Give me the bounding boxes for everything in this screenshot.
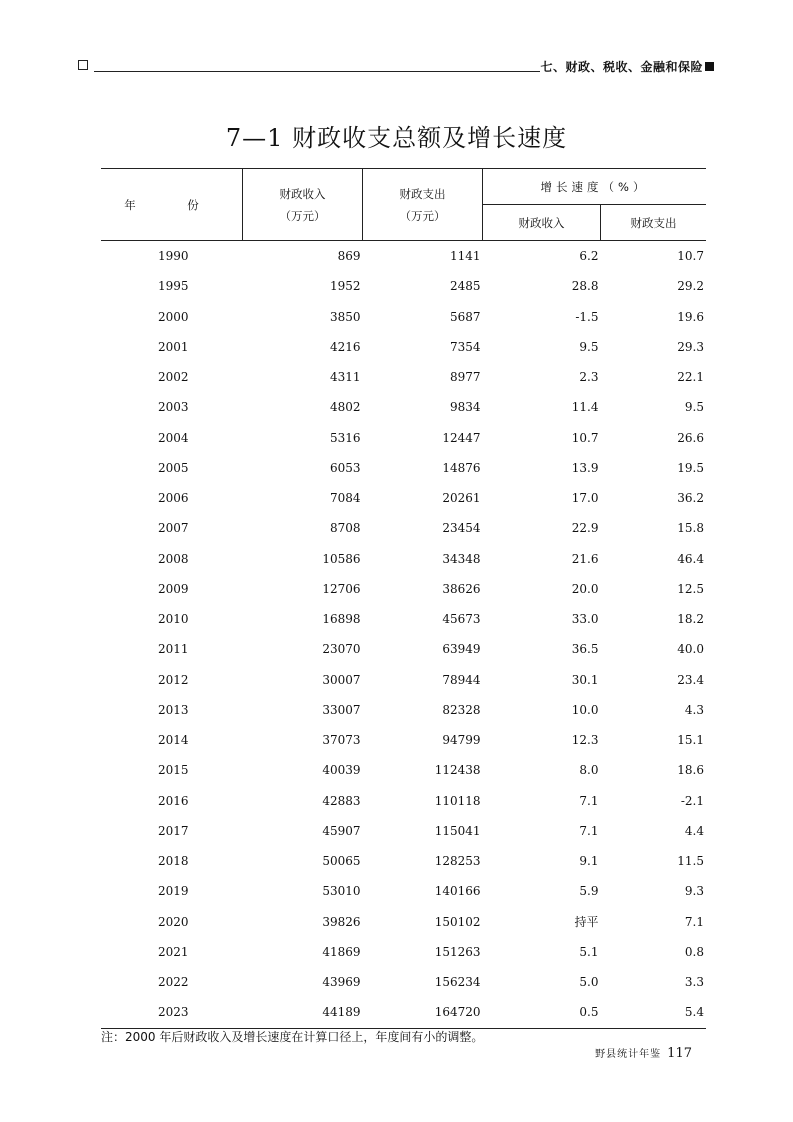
cell-growth-expenditure: 9.5 (684, 400, 704, 415)
table-row (101, 544, 706, 574)
header-rule (94, 71, 540, 72)
cell-year: 2009 (158, 581, 189, 596)
header-expenditure-label: 财政支出 (399, 186, 446, 201)
cell-expenditure: 78944 (442, 672, 481, 687)
cell-growth-expenditure: 15.1 (677, 733, 704, 748)
cell-revenue: 42883 (322, 793, 361, 808)
cell-year: 2003 (158, 400, 189, 415)
table-row (101, 997, 706, 1028)
header-growth-revenue: 财政收入 (483, 205, 601, 241)
table-row (101, 907, 706, 937)
cell-year: 2020 (158, 914, 189, 929)
table-row (101, 332, 706, 362)
cell-growth-expenditure: 36.2 (677, 491, 704, 506)
header-revenue-label: 财政收入 (279, 186, 326, 201)
cell-growth-revenue: 21.6 (571, 551, 599, 566)
cell-growth-revenue: 10.7 (571, 430, 599, 445)
cell-year: 2023 (101, 997, 243, 1028)
table-row (101, 604, 706, 634)
cell-growth-expenditure: 29.2 (677, 279, 704, 294)
cell-growth-revenue: 9.1 (579, 854, 599, 869)
table-row (101, 937, 706, 967)
cell-revenue: 10586 (322, 551, 361, 566)
cell-year: 2007 (158, 521, 189, 536)
cell-growth-expenditure: -2.1 (680, 793, 704, 808)
header-box-icon (78, 60, 88, 70)
cell-expenditure: 112438 (434, 763, 481, 778)
cell-revenue: 40039 (322, 763, 361, 778)
cell-expenditure: 156234 (434, 975, 481, 990)
cell-growth-revenue: 7.1 (579, 823, 599, 838)
cell-expenditure: 94799 (442, 733, 481, 748)
cell-growth-revenue: 5.9 (579, 884, 599, 899)
header-growth-expenditure: 财政支出 (601, 205, 707, 241)
cell-year: 2022 (158, 975, 189, 990)
cell-expenditure: 82328 (442, 702, 481, 717)
cell-year: 2015 (158, 763, 189, 778)
cell-growth-revenue: 33.0 (571, 612, 599, 627)
header-growth: 增长速度（%） (483, 169, 707, 205)
page-footer (595, 1042, 692, 1061)
cell-revenue: 16898 (322, 612, 361, 627)
cell-expenditure: 20261 (442, 491, 481, 506)
cell-growth-revenue: 5.0 (579, 975, 599, 990)
cell-year: 1990 (158, 249, 189, 264)
cell-growth-expenditure: 40.0 (677, 642, 704, 657)
table-row (101, 362, 706, 392)
cell-growth-expenditure: 9.3 (684, 884, 704, 899)
cell-growth-expenditure: 12.5 (677, 581, 704, 596)
table-row (101, 695, 706, 725)
cell-revenue: 4216 (329, 339, 361, 354)
cell-expenditure: 12447 (442, 430, 481, 445)
cell-growth-expenditure: 18.6 (677, 763, 704, 778)
table-body (101, 241, 706, 1029)
cell-expenditure: 45673 (442, 612, 481, 627)
table-row (101, 816, 706, 846)
cell-revenue: 8708 (329, 521, 361, 536)
cell-year: 2018 (158, 854, 189, 869)
cell-growth-revenue: 22.9 (571, 521, 599, 536)
cell-growth-revenue: 17.0 (571, 491, 599, 506)
cell-revenue: 5316 (329, 430, 361, 445)
table-row (101, 513, 706, 543)
cell-growth-expenditure: 22.1 (677, 370, 704, 385)
cell-year: 2017 (158, 823, 189, 838)
cell-revenue: 50065 (322, 854, 361, 869)
cell-expenditure: 115041 (434, 823, 481, 838)
cell-expenditure: 140166 (434, 884, 481, 899)
cell-growth-revenue: 6.2 (579, 249, 599, 264)
cell-revenue: 3850 (329, 309, 361, 324)
cell-revenue: 12706 (322, 581, 361, 596)
cell-growth-expenditure: 29.3 (677, 339, 704, 354)
cell-year: 2010 (158, 612, 189, 627)
cell-growth-expenditure: 11.5 (677, 854, 704, 869)
cell-year: 2001 (158, 339, 189, 354)
cell-growth-expenditure: 19.5 (677, 460, 704, 475)
cell-expenditure: 14876 (442, 460, 481, 475)
cell-expenditure: 151263 (434, 944, 481, 959)
cell-growth-expenditure: 5.4 (601, 997, 707, 1028)
cell-revenue: 1952 (329, 279, 361, 294)
cell-growth-expenditure: 4.4 (684, 823, 704, 838)
fiscal-table (101, 168, 706, 1029)
cell-expenditure: 1141 (449, 249, 481, 264)
cell-year: 2008 (158, 551, 189, 566)
cell-revenue: 43969 (322, 975, 361, 990)
cell-revenue: 6053 (329, 460, 361, 475)
table-row (101, 423, 706, 453)
table-row (101, 876, 706, 906)
cell-growth-revenue: 12.3 (571, 733, 599, 748)
header-expenditure (363, 169, 483, 241)
cell-revenue: 39826 (322, 914, 361, 929)
table-row (101, 302, 706, 332)
cell-expenditure: 9834 (449, 400, 481, 415)
cell-revenue: 53010 (322, 884, 361, 899)
header-revenue (243, 169, 363, 241)
cell-growth-revenue: 36.5 (571, 642, 599, 657)
cell-year: 2000 (158, 309, 189, 324)
cell-growth-expenditure: 26.6 (677, 430, 704, 445)
table-row (101, 967, 706, 997)
cell-expenditure: 7354 (449, 339, 481, 354)
cell-year: 2014 (158, 733, 189, 748)
cell-expenditure: 2485 (449, 279, 481, 294)
cell-year: 2004 (158, 430, 189, 445)
table-row (101, 453, 706, 483)
table-row (101, 665, 706, 695)
cell-growth-expenditure: 46.4 (677, 551, 704, 566)
table-row (101, 846, 706, 876)
cell-growth-expenditure: 23.4 (677, 672, 704, 687)
cell-revenue: 23070 (322, 642, 361, 657)
square-icon (705, 62, 714, 71)
page-header (78, 58, 714, 74)
cell-growth-revenue: 10.0 (571, 702, 599, 717)
cell-growth-expenditure: 0.8 (684, 944, 704, 959)
cell-expenditure: 5687 (449, 309, 481, 324)
cell-expenditure: 150102 (434, 914, 481, 929)
cell-expenditure: 110118 (434, 793, 481, 808)
cell-growth-revenue: 持平 (574, 915, 599, 930)
table-row (101, 392, 706, 422)
cell-expenditure: 38626 (442, 581, 481, 596)
cell-year: 2012 (158, 672, 189, 687)
table-note: 注：2000 年后财政收入及增长速度在计算口径上，年度间有小的调整。 (101, 1030, 484, 1044)
cell-year: 2005 (158, 460, 189, 475)
cell-revenue: 41869 (322, 944, 361, 959)
cell-growth-revenue: -1.5 (575, 309, 599, 324)
table-title: 7—1 财政收支总额及增长速度 (225, 124, 568, 152)
table-row (101, 483, 706, 513)
cell-revenue: 4311 (329, 370, 361, 385)
cell-year: 2016 (158, 793, 189, 808)
cell-growth-revenue: 20.0 (571, 581, 599, 596)
yearbook-name: 野县统计年鉴 (595, 1049, 662, 1060)
table-row (101, 574, 706, 604)
cell-growth-revenue: 2.3 (579, 370, 599, 385)
cell-growth-expenditure: 3.3 (684, 975, 704, 990)
cell-revenue: 7084 (329, 491, 361, 506)
header-expenditure-unit: （万元） (399, 208, 446, 223)
cell-growth-expenditure: 10.7 (677, 249, 704, 264)
cell-revenue: 45907 (322, 823, 361, 838)
cell-growth-revenue: 0.5 (483, 997, 601, 1028)
table-row (101, 755, 706, 785)
cell-revenue: 4802 (329, 400, 361, 415)
cell-growth-expenditure: 19.6 (677, 309, 704, 324)
cell-growth-revenue: 13.9 (571, 460, 599, 475)
cell-growth-expenditure: 7.1 (684, 914, 704, 929)
header-year: 年 份 (101, 169, 243, 241)
cell-year: 2019 (158, 884, 189, 899)
cell-revenue: 33007 (322, 702, 361, 717)
cell-expenditure: 8977 (449, 370, 481, 385)
cell-growth-revenue: 5.1 (579, 944, 599, 959)
cell-year: 2002 (158, 370, 189, 385)
cell-year: 1995 (158, 279, 189, 294)
cell-expenditure: 128253 (434, 854, 481, 869)
header-revenue-unit: （万元） (279, 208, 326, 223)
cell-revenue: 44189 (243, 997, 363, 1028)
cell-revenue: 30007 (322, 672, 361, 687)
cell-year: 2021 (158, 944, 189, 959)
cell-expenditure: 34348 (442, 551, 481, 566)
cell-growth-revenue: 8.0 (579, 763, 599, 778)
cell-growth-revenue: 7.1 (579, 793, 599, 808)
table-row (101, 241, 706, 272)
page-number: 117 (667, 1046, 692, 1061)
table-row (101, 725, 706, 755)
table-row (101, 634, 706, 664)
cell-expenditure: 63949 (442, 642, 481, 657)
cell-growth-expenditure: 18.2 (677, 612, 704, 627)
cell-year: 2006 (158, 491, 189, 506)
cell-expenditure: 164720 (363, 997, 483, 1028)
cell-expenditure: 23454 (442, 521, 481, 536)
cell-growth-revenue: 30.1 (571, 672, 599, 687)
cell-year: 2013 (158, 702, 189, 717)
cell-growth-revenue: 11.4 (571, 400, 599, 415)
cell-revenue: 869 (337, 249, 361, 264)
cell-growth-expenditure: 15.8 (677, 521, 704, 536)
table-row (101, 786, 706, 816)
section-title: 七、财政、税收、金融和保险 (540, 58, 714, 75)
table-row (101, 271, 706, 301)
cell-growth-revenue: 9.5 (579, 339, 599, 354)
cell-year: 2011 (158, 642, 189, 657)
cell-growth-expenditure: 4.3 (684, 702, 704, 717)
cell-growth-revenue: 28.8 (571, 279, 599, 294)
cell-revenue: 37073 (322, 733, 361, 748)
